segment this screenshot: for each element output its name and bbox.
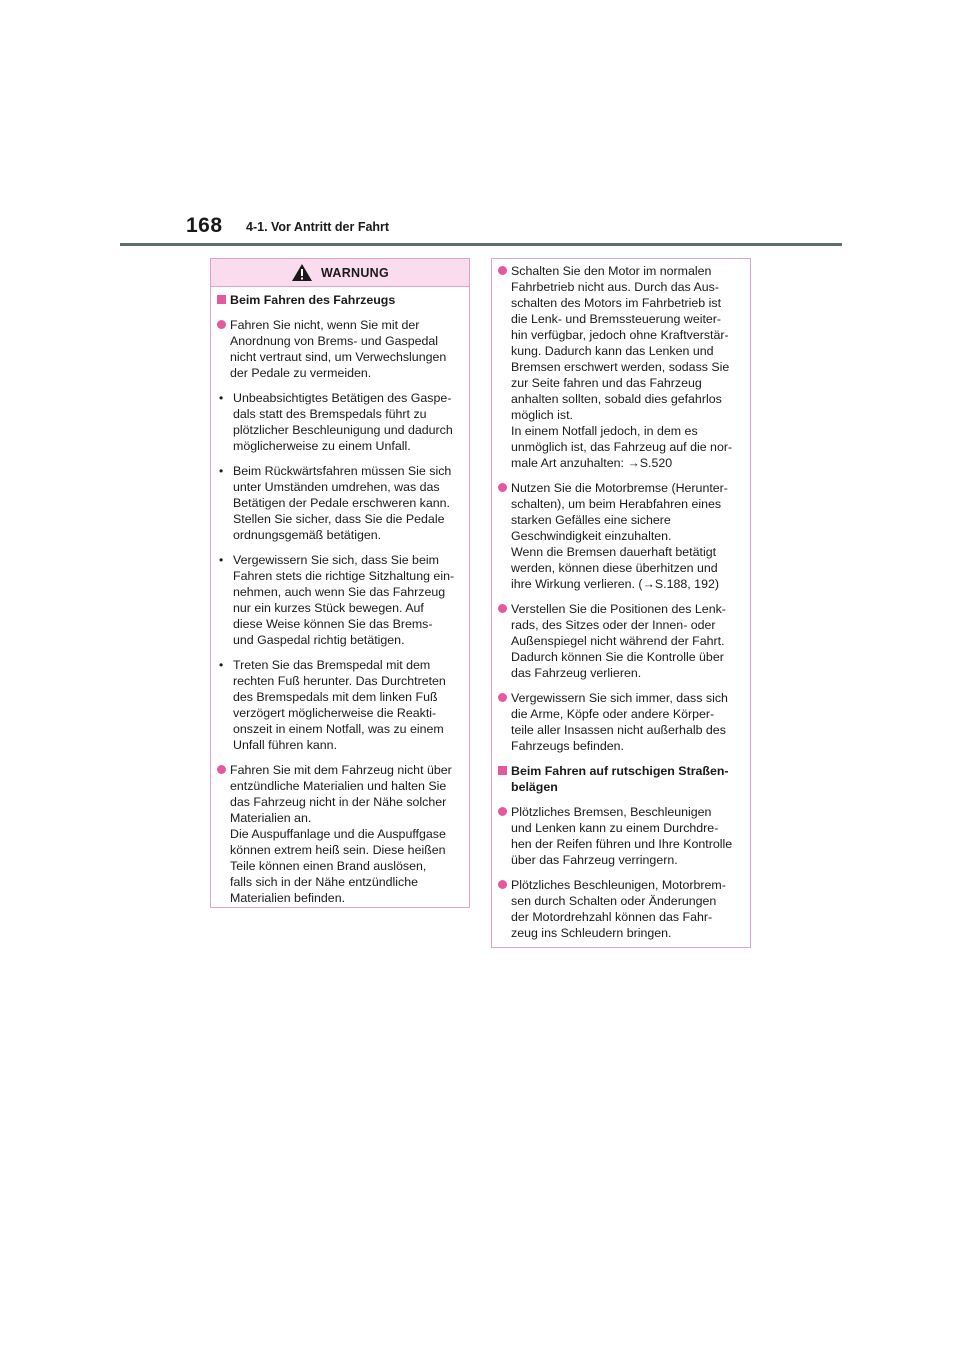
dot-marker — [498, 266, 507, 275]
text-line: ordnungsgemäß betätigen. — [233, 528, 382, 542]
bullet-marker: • — [219, 553, 224, 567]
text-line: kung. Dadurch kann das Lenken und — [511, 344, 714, 358]
paragraph-item — [498, 263, 742, 471]
text-line: starken Gefälles eine sichere — [511, 513, 671, 527]
text-line: Fahren Sie nicht, wenn Sie mit der — [230, 318, 420, 332]
text-line: diese Weise können Sie das Brems- — [233, 617, 433, 631]
text-line: des Bremspedals mit dem linken Fuß — [233, 690, 438, 704]
dot-marker — [217, 765, 226, 774]
text-line: über das Fahrzeug verringern. — [511, 853, 678, 867]
paragraph-item — [217, 317, 461, 381]
text-line: entzündliche Materialien und halten Sie — [230, 779, 447, 793]
paragraph-item — [498, 804, 742, 868]
text-line: sen durch Schalten oder Änderungen — [511, 894, 717, 908]
text-line: verzögert möglicherweise die Reakti- — [233, 706, 437, 720]
text-line: der Pedale zu vermeiden. — [230, 366, 372, 380]
text-line: Vergewissern Sie sich, dass Sie beim — [233, 553, 439, 567]
text-line: schalten des Motors im Fahrbetrieb ist — [511, 296, 722, 310]
warning-box-continued — [491, 258, 751, 948]
page-reference-link: ihre Wirkung verlieren. (→S.188, 192) — [511, 577, 719, 591]
heading-text: belägen — [511, 780, 558, 794]
text-line: und Lenken kann zu einem Durchdre- — [511, 821, 719, 835]
text-line: die Lenk- und Bremssteuerung weiter- — [511, 312, 722, 326]
text-line: Unbeabsichtigtes Betätigen des Gaspe- — [233, 391, 452, 405]
warning-content-right — [492, 259, 750, 941]
dot-marker — [498, 807, 507, 816]
bullet-item — [217, 463, 461, 543]
text-line: der Motordrehzahl können das Fahr- — [511, 910, 713, 924]
bullet-item — [217, 657, 461, 753]
bullet-marker: • — [219, 464, 224, 478]
bullet-item — [217, 390, 461, 454]
text-line: onszeit in einem Notfall, was zu einem — [233, 722, 444, 736]
page-reference-link: male Art anzuhalten: →S.520 — [511, 456, 673, 470]
text-line: unter Umständen umdrehen, was das — [233, 480, 440, 494]
heading-text: Beim Fahren auf rutschigen Straßen- — [511, 764, 729, 778]
warning-header — [211, 259, 469, 287]
text-line: nur ein kurzes Stück bewegen. Auf — [233, 601, 424, 615]
dot-marker — [498, 693, 507, 702]
text-line: In einem Notfall jedoch, in dem es — [511, 424, 698, 438]
text-line: Fahrbetrieb nicht aus. Durch das Aus- — [511, 280, 719, 294]
text-line: Fahren Sie mit dem Fahrzeug nicht über — [230, 763, 452, 777]
paragraph-item — [217, 762, 461, 906]
paragraph-item — [498, 480, 742, 592]
warning-label: WARNUNG — [320, 265, 390, 280]
text-line: Dadurch können Sie die Kontrolle über — [511, 650, 724, 664]
dot-marker — [498, 483, 507, 492]
square-marker — [217, 295, 226, 304]
text-line: nicht vertraut sind, um Verwechslungen — [230, 350, 447, 364]
text-line: Beim Rückwärtsfahren müssen Sie sich — [233, 464, 452, 478]
text-line: das Fahrzeug nicht in der Nähe solcher — [230, 795, 447, 809]
text-line: Bremsen erschwert werden, sodass Sie — [511, 360, 730, 374]
text-line: Plötzliches Bremsen, Beschleunigen — [511, 805, 712, 819]
text-line: schalten), um beim Herabfahren eines — [511, 497, 722, 511]
text-line: das Fahrzeug verlieren. — [511, 666, 642, 680]
header-rule — [120, 243, 842, 246]
text-line: hen der Reifen führen und Ihre Kontrolle — [511, 837, 733, 851]
warning-triangle-icon — [291, 263, 313, 282]
text-line: Teile können einen Brand auslösen, — [230, 859, 427, 873]
text-line: Die Auspuffanlage und die Auspuffgase — [230, 827, 446, 841]
page-number: 168 — [186, 214, 223, 237]
text-line: Nutzen Sie die Motorbremse (Herunter- — [511, 481, 728, 495]
text-line: Geschwindigkeit einzuhalten. — [511, 529, 672, 543]
text-line: möglich ist. — [511, 408, 573, 422]
text-line: Wenn die Bremsen dauerhaft betätigt — [511, 545, 717, 559]
text-line: zur Seite fahren und das Fahrzeug — [511, 376, 702, 390]
heading-slippery-roads — [498, 763, 742, 795]
text-line: hin verfügbar, jedoch ohne Kraftverstär- — [511, 328, 729, 342]
text-line: Treten Sie das Bremspedal mit dem — [233, 658, 431, 672]
text-line: rechten Fuß herunter. Das Durchtreten — [233, 674, 446, 688]
dot-marker — [498, 604, 507, 613]
text-line: Materialien befinden. — [230, 891, 346, 905]
text-line: Stellen Sie sicher, dass Sie die Pedale — [233, 512, 445, 526]
text-line: werden, können diese überhitzen und — [511, 561, 718, 575]
paragraph-item — [498, 877, 742, 941]
text-line: rads, des Sitzes oder der Innen- oder — [511, 618, 716, 632]
text-line: Materialien an. — [230, 811, 312, 825]
text-line: und Gaspedal richtig betätigen. — [233, 633, 405, 647]
text-line: Plötzliches Beschleunigen, Motorbrem- — [511, 878, 726, 892]
text-line: falls sich in der Nähe entzündliche — [230, 875, 419, 889]
text-line: Betätigen der Pedale erschweren kann. — [233, 496, 450, 510]
heading-driving — [217, 292, 461, 308]
warning-content-left — [211, 287, 469, 906]
bullet-item — [217, 552, 461, 648]
bullet-marker: • — [219, 391, 224, 405]
text-line: Verstellen Sie die Positionen des Lenk- — [511, 602, 726, 616]
text-line: Fahren stets die richtige Sitzhaltung ein- — [233, 569, 455, 583]
dot-marker — [498, 880, 507, 889]
square-marker — [498, 766, 507, 775]
text-line: Außenspiegel nicht während der Fahrt. — [511, 634, 725, 648]
text-line: die Arme, Köpfe oder andere Körper- — [511, 707, 715, 721]
text-line: Anordnung von Brems- und Gaspedal — [230, 334, 439, 348]
heading-text: Beim Fahren des Fahrzeugs — [230, 293, 396, 307]
paragraph-item — [498, 690, 742, 754]
text-line: anhalten sollten, sobald dies gefahrlos — [511, 392, 722, 406]
text-line: zeug ins Schleudern bringen. — [511, 926, 672, 940]
text-line: können extrem heiß sein. Diese heißen — [230, 843, 446, 857]
warning-box — [210, 258, 470, 908]
bullet-marker: • — [219, 658, 224, 672]
text-line: dals statt des Bremspedals führt zu — [233, 407, 427, 421]
section-title: 4-1. Vor Antritt der Fahrt — [246, 220, 390, 234]
text-line: plötzlicher Beschleunigung und dadurch — [233, 423, 453, 437]
dot-marker — [217, 320, 226, 329]
text-line: Vergewissern Sie sich immer, dass sich — [511, 691, 728, 705]
text-line: möglicherweise zu einem Unfall. — [233, 439, 411, 453]
paragraph-item — [498, 601, 742, 681]
text-line: Schalten Sie den Motor im normalen — [511, 264, 712, 278]
text-line: nehmen, auch wenn Sie das Fahrzeug — [233, 585, 446, 599]
text-line: unmöglich ist, das Fahrzeug auf die nor- — [511, 440, 733, 454]
text-line: Unfall führen kann. — [233, 738, 338, 752]
text-line: Fahrzeugs befinden. — [511, 739, 624, 753]
text-line: teile aller Insassen nicht außerhalb des — [511, 723, 726, 737]
